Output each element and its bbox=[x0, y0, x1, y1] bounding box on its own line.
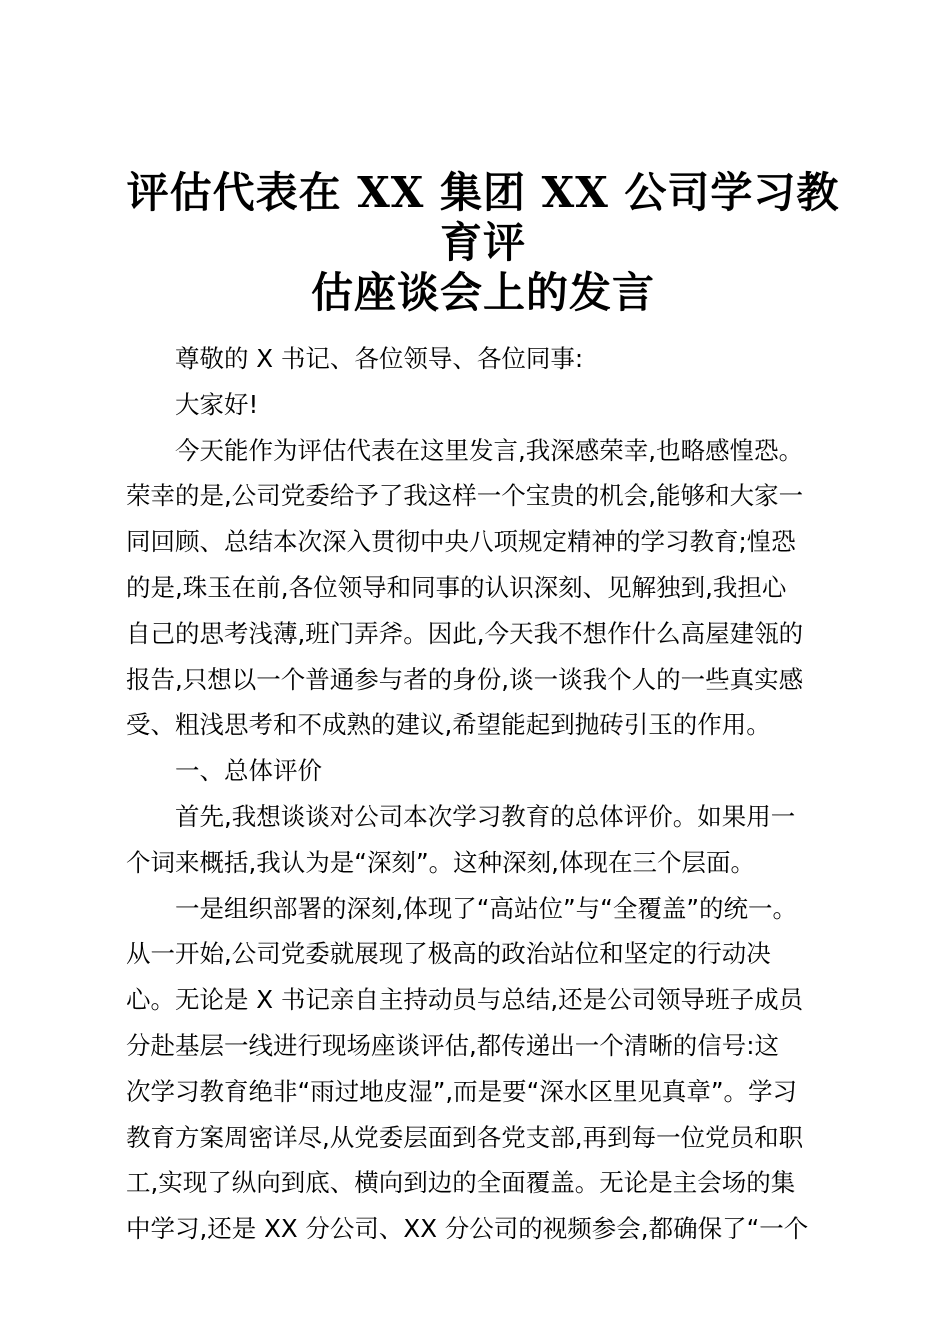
text-line: 工,实现了纵向到底、横向到边的全面覆盖。无论是主会场的集 bbox=[126, 1168, 796, 1198]
text-line: 教育方案周密详尽,从党委层面到各党支部,再到每一位党员和职 bbox=[126, 1122, 804, 1152]
text-line: 一、总体评价 bbox=[175, 756, 322, 786]
text-line: 荣幸的是,公司党委给予了我这样一个宝贵的机会,能够和大家一 bbox=[126, 481, 804, 511]
organization-paragraph bbox=[126, 886, 840, 1252]
text-line: 分赴基层一线进行现场座谈评估,都传递出一个清晰的信号:这 bbox=[126, 1030, 780, 1060]
salutation-paragraph bbox=[126, 336, 840, 382]
document-body bbox=[126, 336, 840, 1252]
greeting-paragraph bbox=[126, 382, 840, 428]
text-line: 次学习教育绝非“雨过地皮湿”,而是要“深水区里见真章”。学习 bbox=[126, 1076, 798, 1106]
text-line: 中学习,还是 XX 分公司、XX 分公司的视频参会,都确保了“一个 bbox=[126, 1214, 809, 1244]
text-line: 一是组织部署的深刻,体现了“高站位”与“全覆盖”的统一。 bbox=[175, 893, 798, 923]
text-line: 尊敬的 X 书记、各位领导、各位同事: bbox=[175, 344, 584, 373]
title-line: 估座谈会上的发言 bbox=[310, 268, 655, 317]
text-line: 从一开始,公司党委就展现了极高的政治站位和坚定的行动决 bbox=[126, 939, 771, 969]
text-line: 大家好! bbox=[175, 389, 259, 419]
text-line: 受、粗浅思考和不成熟的建议,希望能起到抛砖引玉的作用。 bbox=[126, 710, 771, 740]
text-line: 自己的思考浅薄,班门弄斧。因此,今天我不想作什么高屋建瓴的 bbox=[126, 618, 804, 648]
text-line: 同回顾、总结本次深入贯彻中央八项规定精神的学习教育;惶恐 bbox=[126, 527, 796, 557]
intro-paragraph bbox=[126, 428, 840, 749]
evaluation-paragraph bbox=[126, 794, 840, 886]
text-line: 心。无论是 X 书记亲自主持动员与总结,还是公司领导班子成员 bbox=[126, 985, 804, 1015]
text-line: 今天能作为评估代表在这里发言,我深感荣幸,也略感惶恐。 bbox=[175, 435, 804, 465]
text-line: 个词来概括,我认为是“深刻”。这种深刻,体现在三个层面。 bbox=[126, 847, 755, 877]
text-line: 首先,我想谈谈对公司本次学习教育的总体评价。如果用一 bbox=[175, 801, 796, 831]
text-line: 的是,珠玉在前,各位领导和同事的认识深刻、见解独到,我担心 bbox=[126, 572, 787, 602]
document-title bbox=[126, 168, 840, 318]
section-heading bbox=[126, 748, 840, 794]
text-line: 报告,只想以一个普通参与者的身份,谈一谈我个人的一些真实感 bbox=[126, 664, 804, 694]
title-line: 评估代表在 XX 集团 XX 公司学习教育评 bbox=[126, 168, 840, 267]
